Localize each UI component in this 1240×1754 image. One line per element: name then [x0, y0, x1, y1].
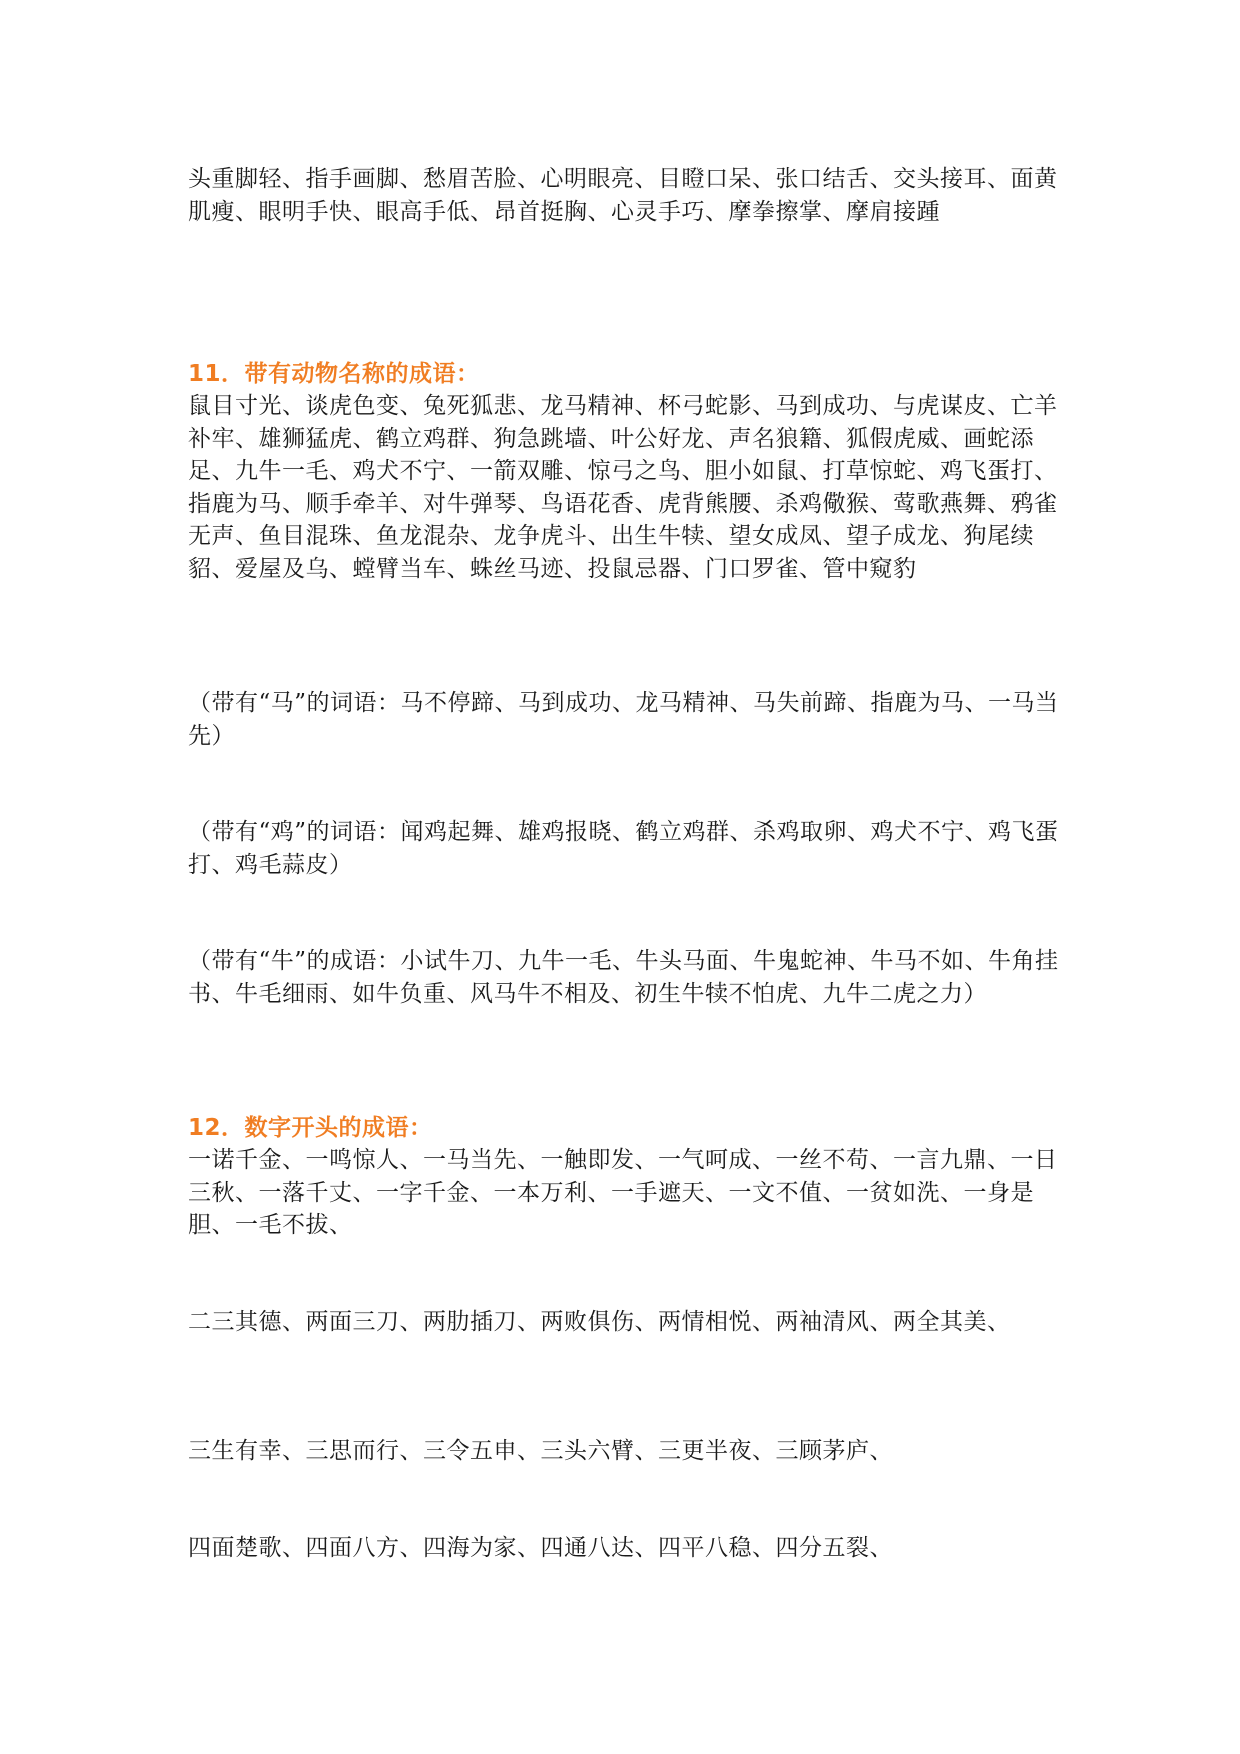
chicken-idioms-paragraph: （带有“鸡”的词语：闻鸡起舞、雄鸡报晓、鹤立鸡群、杀鸡取卵、鸡犬不宁、鸡飞蛋打、鸡毛蒜皮）	[188, 819, 1059, 878]
section-11-heading: 11．带有动物名称的成语：	[188, 361, 480, 387]
number-one-idioms-paragraph: 一诺千金、一鸣惊人、一马当先、一触即发、一气呵成、一丝不苟、一言九鼎、一日三秋、一落千丈、一字千金、一本万利、一手遮天、一文不值、一贫如洗、一身是胆、一毛不拔、	[188, 1147, 1058, 1238]
number-two-idioms-paragraph: 二三其德、两面三刀、两肋插刀、两败俱伤、两情相悦、两袖清风、两全其美、	[188, 1309, 1011, 1335]
animal-idioms-paragraph: 鼠目寸光、谈虎色变、兔死狐悲、龙马精神、杯弓蛇影、马到成功、与虎谋皮、亡羊补牢、雄狮猛虎、鹤立鸡群、狗急跳墙、叶公好龙、声名狼籍、狐假虎威、画蛇添足、九牛一毛、鸡犬不宁、一箭双雕、惊弓之鸟、胆小如鼠、打草惊蛇、鸡飞蛋打、指鹿为马、顺手牵羊、对牛弹琴、鸟语花香、虎背熊腰、杀鸡儆猴、莺歌燕舞、鸦雀无声、鱼目混珠、鱼龙混杂、龙争虎斗、出生牛犊、望女成凤、望子成龙、狗尾续貂、爱屋及乌、螳臂当车、蛛丝马迹、投鼠忌器、门口罗雀、管中窥豹	[188, 393, 1058, 582]
number-four-idioms-paragraph: 四面楚歌、四面八方、四海为家、四通八达、四平八稳、四分五裂、	[188, 1535, 893, 1561]
number-three-idioms-paragraph: 三生有幸、三思而行、三令五申、三头六臂、三更半夜、三顾茅庐、	[188, 1438, 893, 1464]
ox-idioms-paragraph: （带有“牛”的成语：小试牛刀、九牛一毛、牛头马面、牛鬼蛇神、牛马不如、牛角挂书、牛毛细雨、如牛负重、风马牛不相及、初生牛犊不怕虎、九牛二虎之力）	[188, 948, 1059, 1007]
horse-idioms-paragraph: （带有“马”的词语：马不停蹄、马到成功、龙马精神、马失前蹄、指鹿为马、一马当先）	[188, 690, 1059, 749]
section-12-heading: 12．数字开头的成语：	[188, 1115, 433, 1141]
body-part-idioms-paragraph: 头重脚轻、指手画脚、愁眉苦脸、心明眼亮、目瞪口呆、张口结舌、交头接耳、面黄肌瘦、眼明手快、眼高手低、昂首挺胸、心灵手巧、摩拳擦掌、摩肩接踵	[188, 166, 1058, 225]
